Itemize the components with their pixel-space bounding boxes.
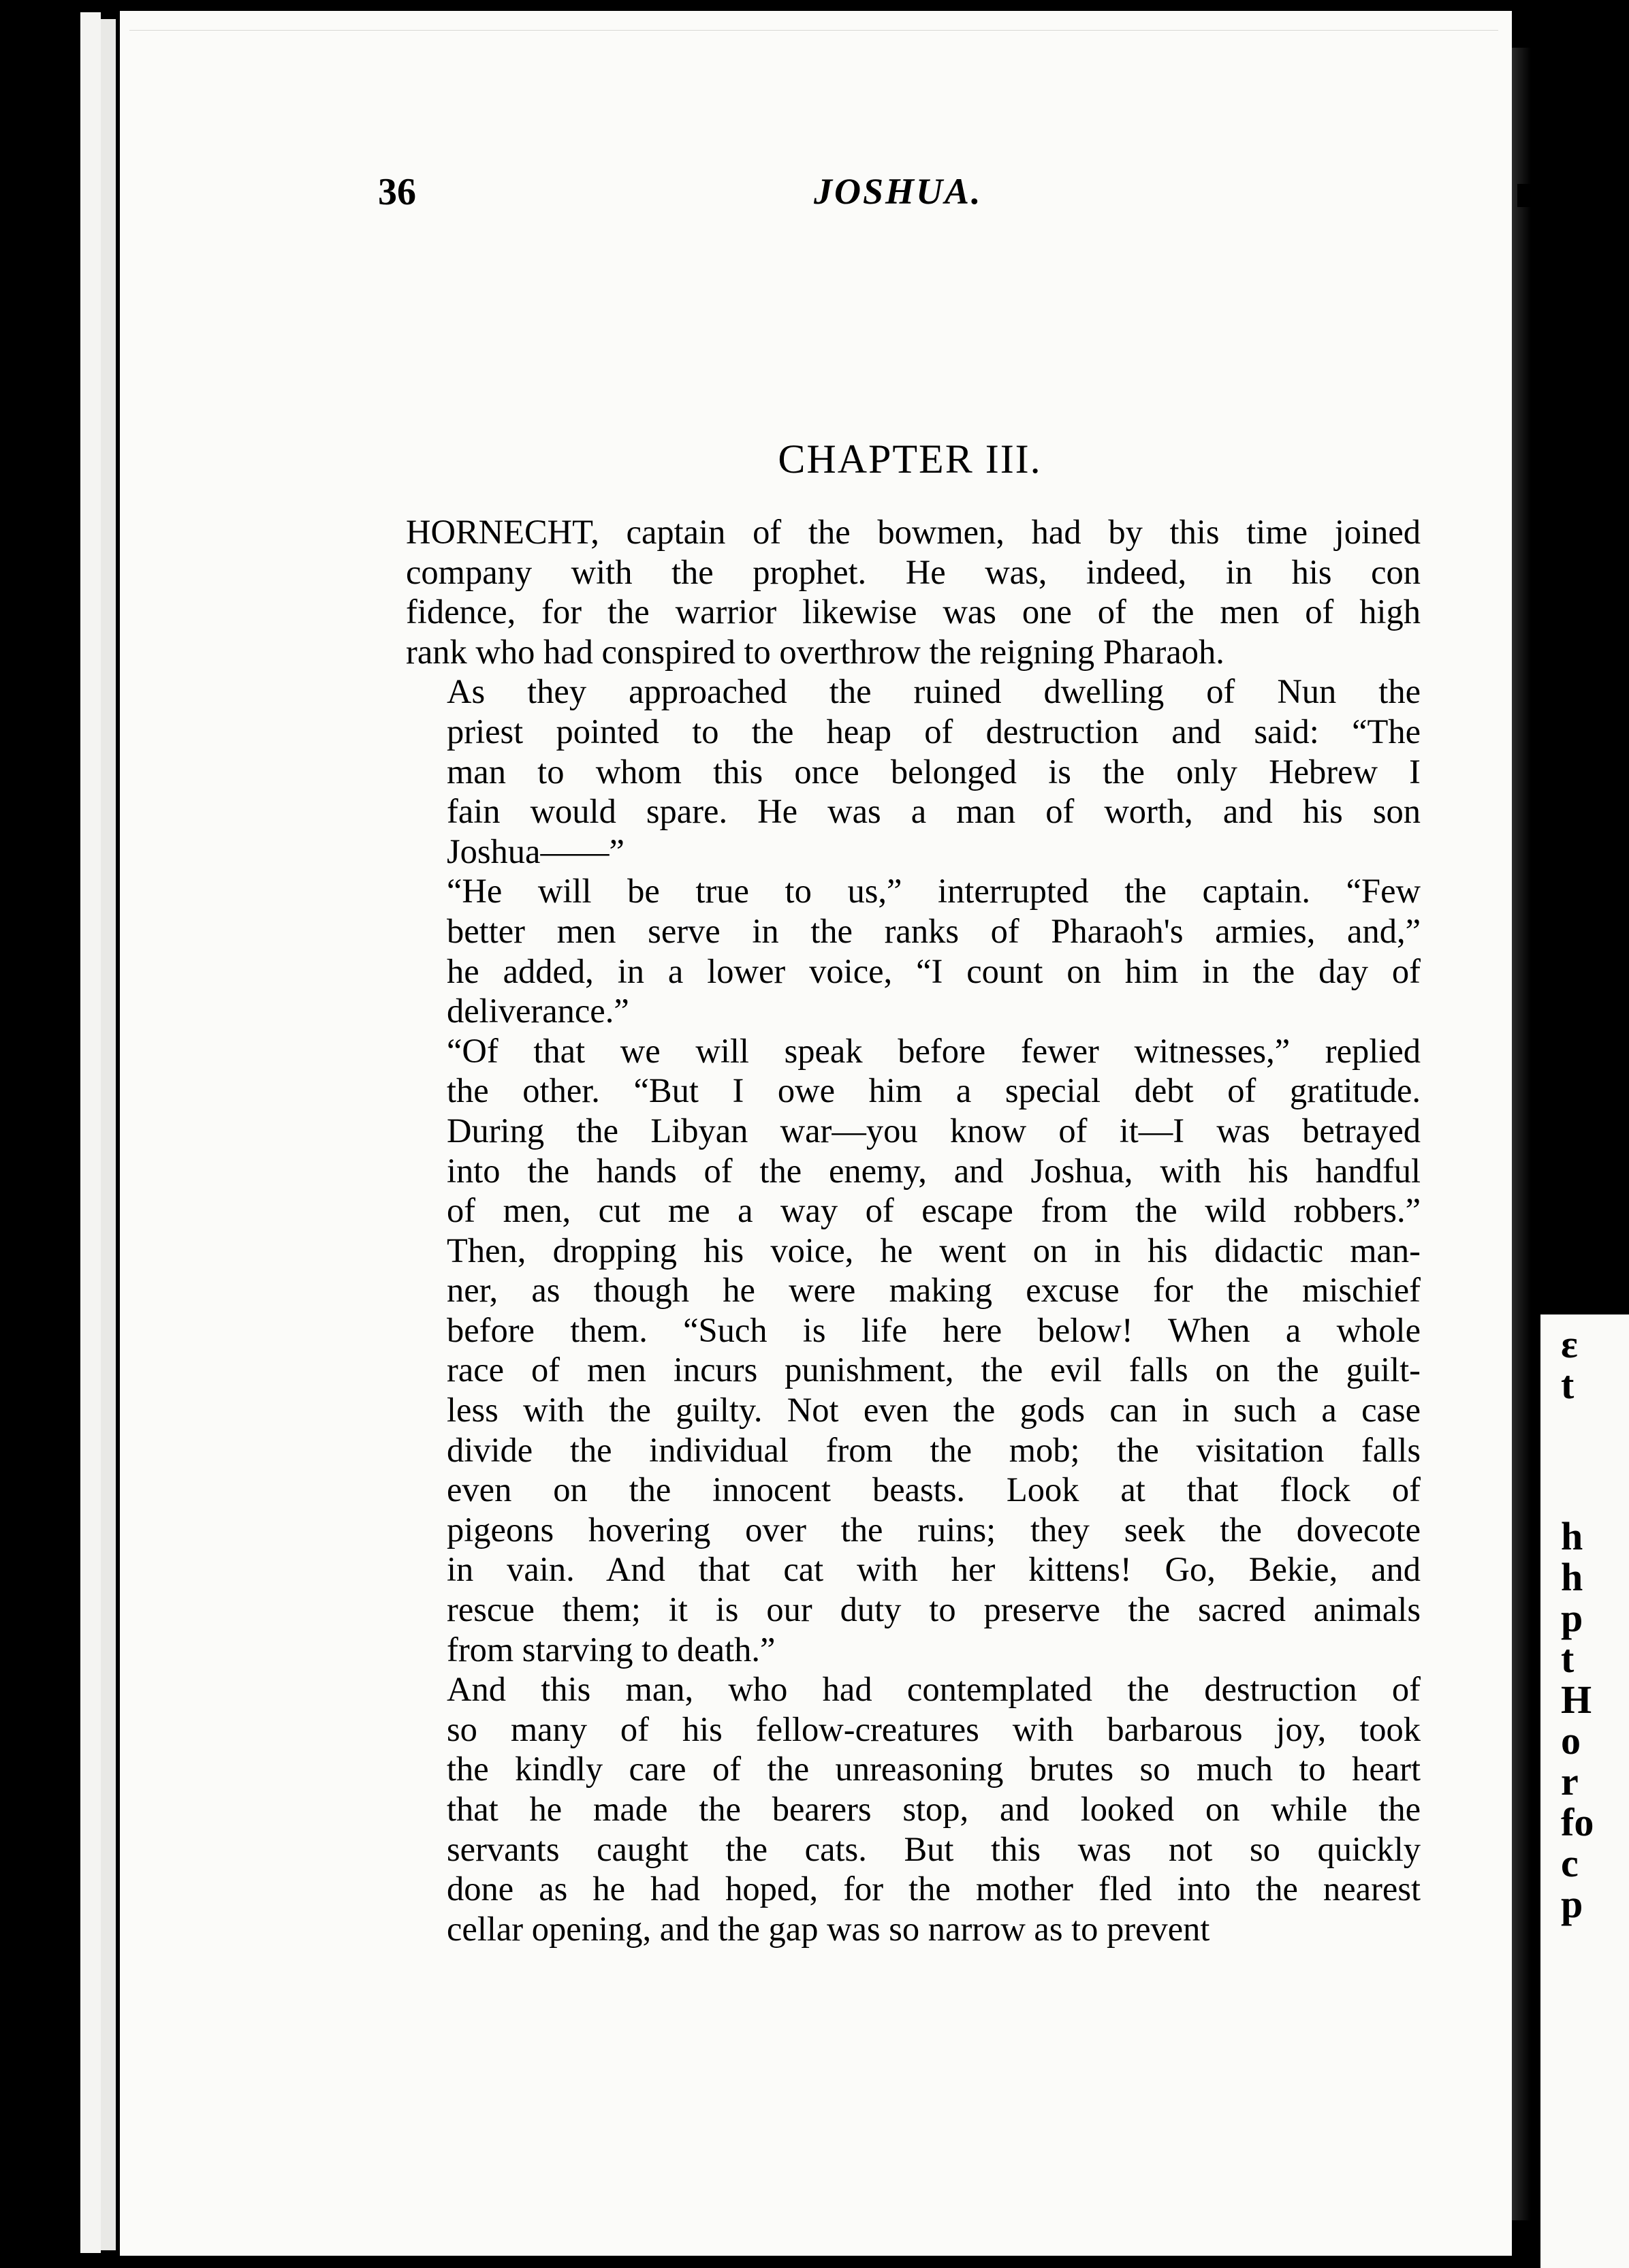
adjacent-page-letter: H (1561, 1678, 1592, 1722)
book-binding (1512, 48, 1539, 2220)
text-line: in vain. And that cat with her kittens! Go, Bekie, and (447, 1550, 1421, 1589)
text-line: man to whom this once belonged is the only Hebrew I (447, 752, 1421, 791)
paragraph (406, 871, 1421, 1030)
text-line: cellar opening, and the gap was so narrow as to prevent (447, 1909, 1210, 1948)
text-line: fain would spare. He was a man of worth, and his son (447, 792, 1421, 831)
adjacent-page-letter: t (1561, 1637, 1575, 1681)
text-line: of men, cut me a way of escape from the wild robbers.” (447, 1191, 1421, 1230)
adjacent-page-letter: h (1561, 1514, 1583, 1558)
running-title: JOSHUA. (814, 171, 983, 212)
text-line: priest pointed to the heap of destruction and said: “The (447, 712, 1421, 751)
adjacent-page-letter: c (1561, 1841, 1579, 1885)
text-line: before them. “Such is life here below! When a whole (447, 1310, 1421, 1349)
text-line: “He will be true to us,” interrupted the captain. “Few (447, 872, 1421, 911)
text-line: the other. “But I owe him a special debt of gratitude. (447, 1071, 1421, 1110)
text-line: “Of that we will speak before fewer witnesses,” replied (447, 1031, 1421, 1070)
text-line: fidence, for the warrior likewise was one of the men of high (406, 593, 1421, 631)
text-line: rank who had conspired to overthrow the reigning Pharaoh. (406, 632, 1224, 671)
adjacent-page-letter: fo (1561, 1800, 1594, 1844)
text-line: As they approached the ruined dwelling of Nun the (447, 672, 1421, 711)
adjacent-page-letter: ε (1561, 1322, 1578, 1366)
page-edge (80, 12, 101, 2253)
text-line: that he made the bearers stop, and looked on while the (447, 1790, 1421, 1828)
text-line: servants caught the cats. But this was not so quickly (447, 1829, 1421, 1868)
adjacent-page-letter: r (1561, 1759, 1579, 1804)
text-line: Then, dropping his voice, he went on in his didactic man- (447, 1231, 1421, 1270)
text-line: And this man, who had contemplated the destruction of (447, 1670, 1421, 1709)
text-line: better men serve in the ranks of Pharaoh's armies, and,” (447, 911, 1421, 950)
paragraph (406, 1031, 1421, 1670)
text-line: even on the innocent beasts. Look at that flock of (447, 1470, 1421, 1509)
text-line: race of men incurs punishment, the evil falls on the guilt- (447, 1351, 1421, 1389)
adjacent-page-letter: o (1561, 1718, 1581, 1763)
adjacent-page-fragment (1540, 1314, 1629, 2268)
adjacent-page-letter: h (1561, 1555, 1583, 1599)
text-line: from starving to death.” (447, 1630, 776, 1669)
text-line: company with the prophet. He was, indeed, in his con (406, 552, 1421, 591)
page-number: 36 (378, 171, 416, 213)
text-line: the kindly care of the unreasoning brutes so much to heart (447, 1750, 1421, 1789)
page-border-line (129, 30, 1498, 31)
adjacent-page-letter: p (1561, 1596, 1583, 1640)
text-line: rescue them; it is our duty to preserve the sacred animals (447, 1590, 1421, 1629)
paragraph (406, 512, 1421, 672)
text-line: into the hands of the enemy, and Joshua, with his handful (447, 1151, 1421, 1190)
page-edge (101, 19, 116, 2250)
text-line: Joshua——” (447, 832, 624, 870)
text-line: deliverance.” (447, 992, 629, 1030)
text-line: ner, as though he were making excuse for the mischief (447, 1271, 1421, 1310)
page-header (0, 170, 1629, 225)
chapter-title: CHAPTER III. (778, 437, 1042, 482)
chapter-heading (0, 436, 1629, 483)
body-text (406, 512, 1421, 1949)
adjacent-page-letter: p (1561, 1882, 1583, 1926)
text-line: done as he had hoped, for the mother fled into the nearest (447, 1870, 1421, 1908)
paragraph (406, 1669, 1421, 1949)
text-line: he added, in a lower voice, “I count on him in the day of (447, 951, 1421, 990)
adjacent-page-letter: t (1561, 1363, 1575, 1407)
text-line: pigeons hovering over the ruins; they seek the dovecote (447, 1510, 1421, 1549)
text-line: so many of his fellow-creatures with barbarous joy, took (447, 1710, 1421, 1748)
paragraph (406, 672, 1421, 871)
text-line: less with the guilty. Not even the gods can in such a case (447, 1391, 1421, 1430)
text-line: During the Libyan war—you know of it—I was betrayed (447, 1111, 1421, 1150)
text-line: divide the individual from the mob; the visitation falls (447, 1430, 1421, 1469)
text-line: HORNECHT, captain of the bowmen, had by this time joined (406, 513, 1421, 551)
